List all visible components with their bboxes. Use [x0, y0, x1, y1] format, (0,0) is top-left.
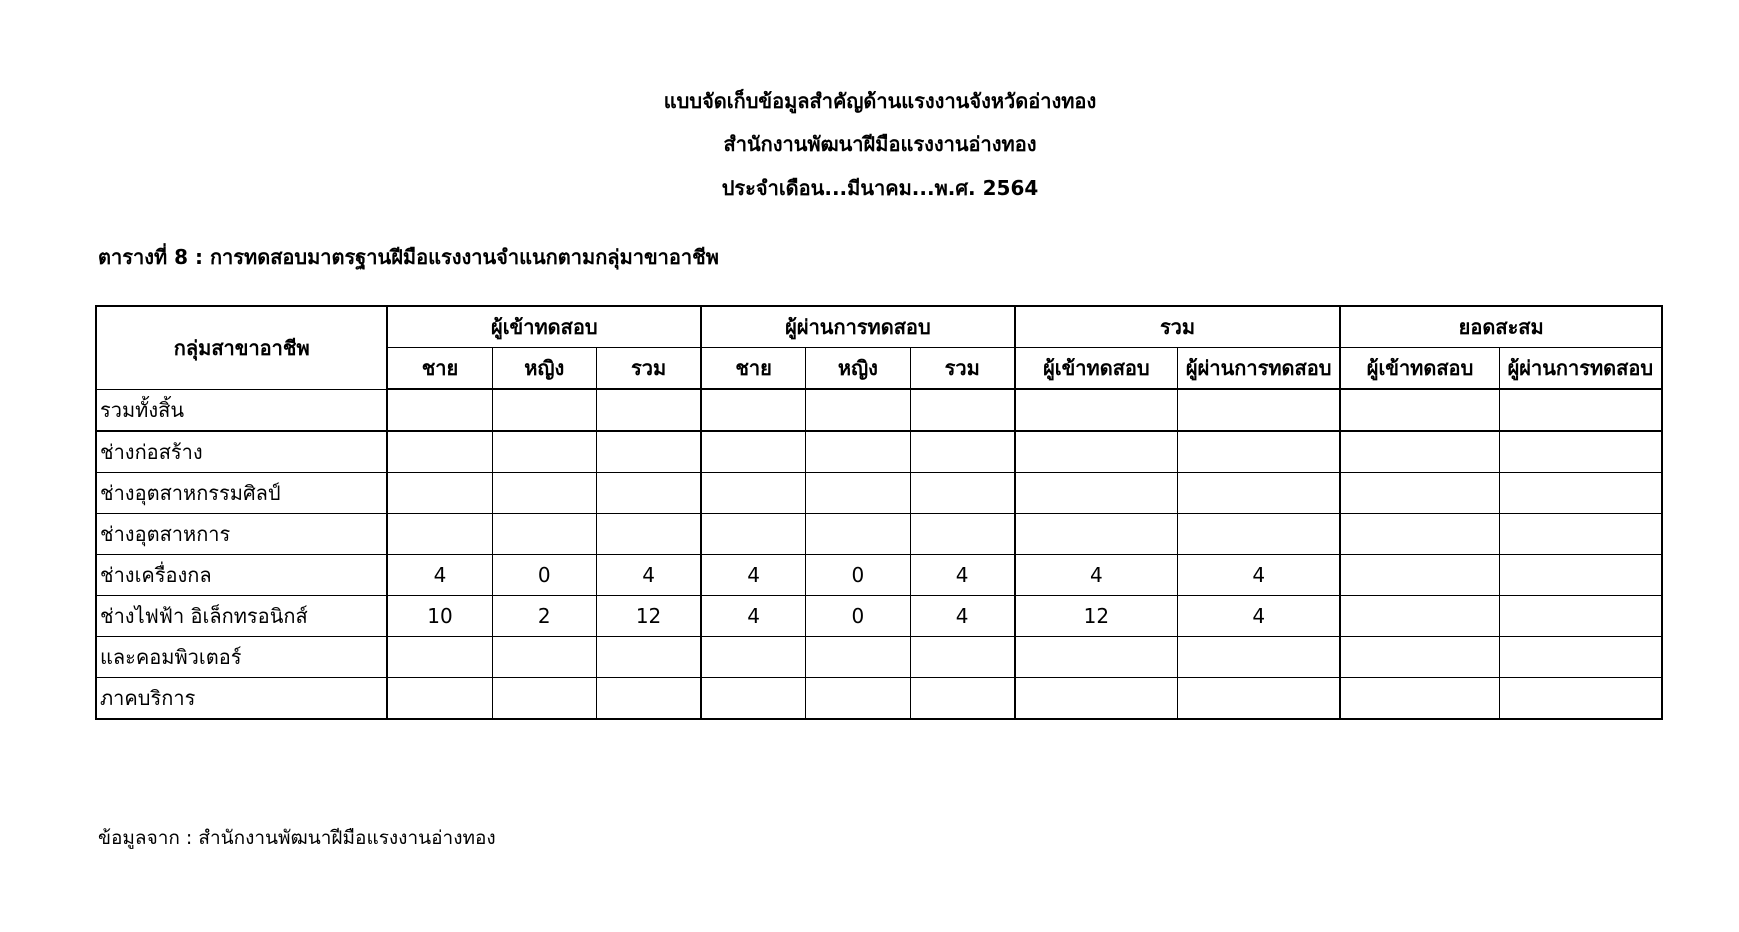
sub-header-female: หญิง [492, 348, 597, 390]
sub-header-male: ชาย [387, 348, 492, 390]
table-cell [1499, 431, 1662, 473]
table-cell [1340, 431, 1499, 473]
row-label: ช่างก่อสร้าง [96, 431, 387, 473]
table-cell [387, 514, 492, 555]
table-cell [910, 678, 1015, 720]
table-cell: 0 [806, 555, 911, 596]
table-cell [806, 514, 911, 555]
table-cell [492, 389, 597, 431]
table-cell [597, 678, 702, 720]
table-row [96, 431, 1662, 473]
occupation-test-table [95, 305, 1663, 720]
row-label: ช่างอุตสาหการ [96, 514, 387, 555]
table-cell [1340, 389, 1499, 431]
table-cell [910, 431, 1015, 473]
row-label: ช่างอุตสาหกรรมศิลป์ [96, 473, 387, 514]
table-cell [1340, 555, 1499, 596]
table-cell [701, 473, 806, 514]
table-cell [701, 431, 806, 473]
group-column-header: กลุ่มสาขาอาชีพ [96, 306, 387, 389]
row-label: ช่างเครื่องกล [96, 555, 387, 596]
title-line-1: แบบจัดเก็บข้อมูลสำคัญด้านแรงงานจังหวัดอ่างทอง [663, 89, 1097, 113]
table-cell: 0 [806, 596, 911, 637]
row-label: ช่างไฟฟ้า อิเล็กทรอนิกส์ [96, 596, 387, 637]
table-cell [492, 431, 597, 473]
table-cell [387, 637, 492, 678]
table-cell [806, 389, 911, 431]
table-cell [701, 678, 806, 720]
header-row-top [96, 306, 1662, 348]
table-cell [910, 389, 1015, 431]
table-cell: 2 [492, 596, 597, 637]
table-cell: 0 [492, 555, 597, 596]
table-cell [1340, 514, 1499, 555]
table-cell: 4 [910, 555, 1015, 596]
table-cell [1178, 514, 1341, 555]
table-cell [806, 637, 911, 678]
source-footnote: ข้อมูลจาก : สำนักงานพัฒนาฝีมือแรงงานอ่างทอง [98, 827, 496, 849]
table-cell [1499, 389, 1662, 431]
table-cell [1340, 678, 1499, 720]
table-cell: 4 [701, 555, 806, 596]
table-cell: 4 [387, 555, 492, 596]
table-body [96, 389, 1662, 719]
table-cell [1015, 473, 1178, 514]
sub-header-sum: รวม [597, 348, 702, 390]
sub-header-male: ชาย [701, 348, 806, 390]
title-line-3: ประจำเดือน...มีนาคม...พ.ศ. 2564 [721, 176, 1039, 200]
table-cell [910, 637, 1015, 678]
table-cell: 4 [910, 596, 1015, 637]
table-row [96, 596, 1662, 637]
table-cell [1499, 596, 1662, 637]
row-label: และคอมพิวเตอร์ [96, 637, 387, 678]
table-cell [1340, 596, 1499, 637]
table-cell: 10 [387, 596, 492, 637]
table-cell [597, 431, 702, 473]
sub-header-testers: ผู้เข้าทดสอบ [1340, 348, 1499, 390]
row-label: ภาคบริการ [96, 678, 387, 720]
table-cell: 4 [1178, 596, 1341, 637]
table-cell [387, 678, 492, 720]
table-cell [1015, 637, 1178, 678]
table-cell [597, 473, 702, 514]
table-cell [1499, 555, 1662, 596]
table-cell [1015, 431, 1178, 473]
table-cell [1340, 637, 1499, 678]
table-cell [492, 514, 597, 555]
table-cell [387, 473, 492, 514]
table-row [96, 637, 1662, 678]
top-header-cumulative: ยอดสะสม [1340, 306, 1662, 348]
table-cell [1015, 678, 1178, 720]
table-cell [1178, 637, 1341, 678]
table-cell [492, 637, 597, 678]
table-cell [597, 637, 702, 678]
table-cell [1178, 431, 1341, 473]
sub-header-sum: รวม [910, 348, 1015, 390]
table-cell: 4 [1015, 555, 1178, 596]
sub-header-passed: ผู้ผ่านการทดสอบ [1178, 348, 1341, 390]
table-cell: 4 [1178, 555, 1341, 596]
table-cell [1178, 389, 1341, 431]
top-header-testers: ผู้เข้าทดสอบ [387, 306, 701, 348]
table-cell [1499, 473, 1662, 514]
table-cell [1178, 678, 1341, 720]
table-cell [1015, 389, 1178, 431]
row-label: รวมทั้งสิ้น [96, 389, 387, 431]
sub-header-testers: ผู้เข้าทดสอบ [1015, 348, 1178, 390]
table-cell [1499, 514, 1662, 555]
table-cell [1340, 473, 1499, 514]
table-cell [701, 637, 806, 678]
table-cell [806, 431, 911, 473]
title-line-2: สำนักงานพัฒนาฝีมือแรงงานอ่างทอง [723, 132, 1037, 156]
table-cell [701, 389, 806, 431]
table-cell [387, 389, 492, 431]
table-cell [806, 473, 911, 514]
table-cell [1499, 637, 1662, 678]
table-cell [1178, 473, 1341, 514]
table-cell: 12 [597, 596, 702, 637]
table-row [96, 389, 1662, 431]
sub-header-female: หญิง [806, 348, 911, 390]
table-cell [597, 389, 702, 431]
table-cell [387, 431, 492, 473]
table-cell [492, 473, 597, 514]
table-row [96, 514, 1662, 555]
top-header-passed: ผู้ผ่านการทดสอบ [701, 306, 1015, 348]
table-cell [701, 514, 806, 555]
table-row [96, 678, 1662, 720]
table-row [96, 555, 1662, 596]
table-cell [1015, 514, 1178, 555]
table-caption: ตารางที่ 8 : การทดสอบมาตรฐานฝีมือแรงงานจำแนกตามกลุ่มาขาอาชีพ [98, 245, 719, 269]
sub-header-passed: ผู้ผ่านการทดสอบ [1499, 348, 1662, 390]
table-cell [910, 473, 1015, 514]
table-cell: 4 [701, 596, 806, 637]
table-cell: 12 [1015, 596, 1178, 637]
top-header-total: รวม [1015, 306, 1341, 348]
table-cell [1499, 678, 1662, 720]
table-cell [597, 514, 702, 555]
table-cell: 4 [597, 555, 702, 596]
table-cell [806, 678, 911, 720]
table-row [96, 473, 1662, 514]
table-cell [910, 514, 1015, 555]
table-cell [492, 678, 597, 720]
